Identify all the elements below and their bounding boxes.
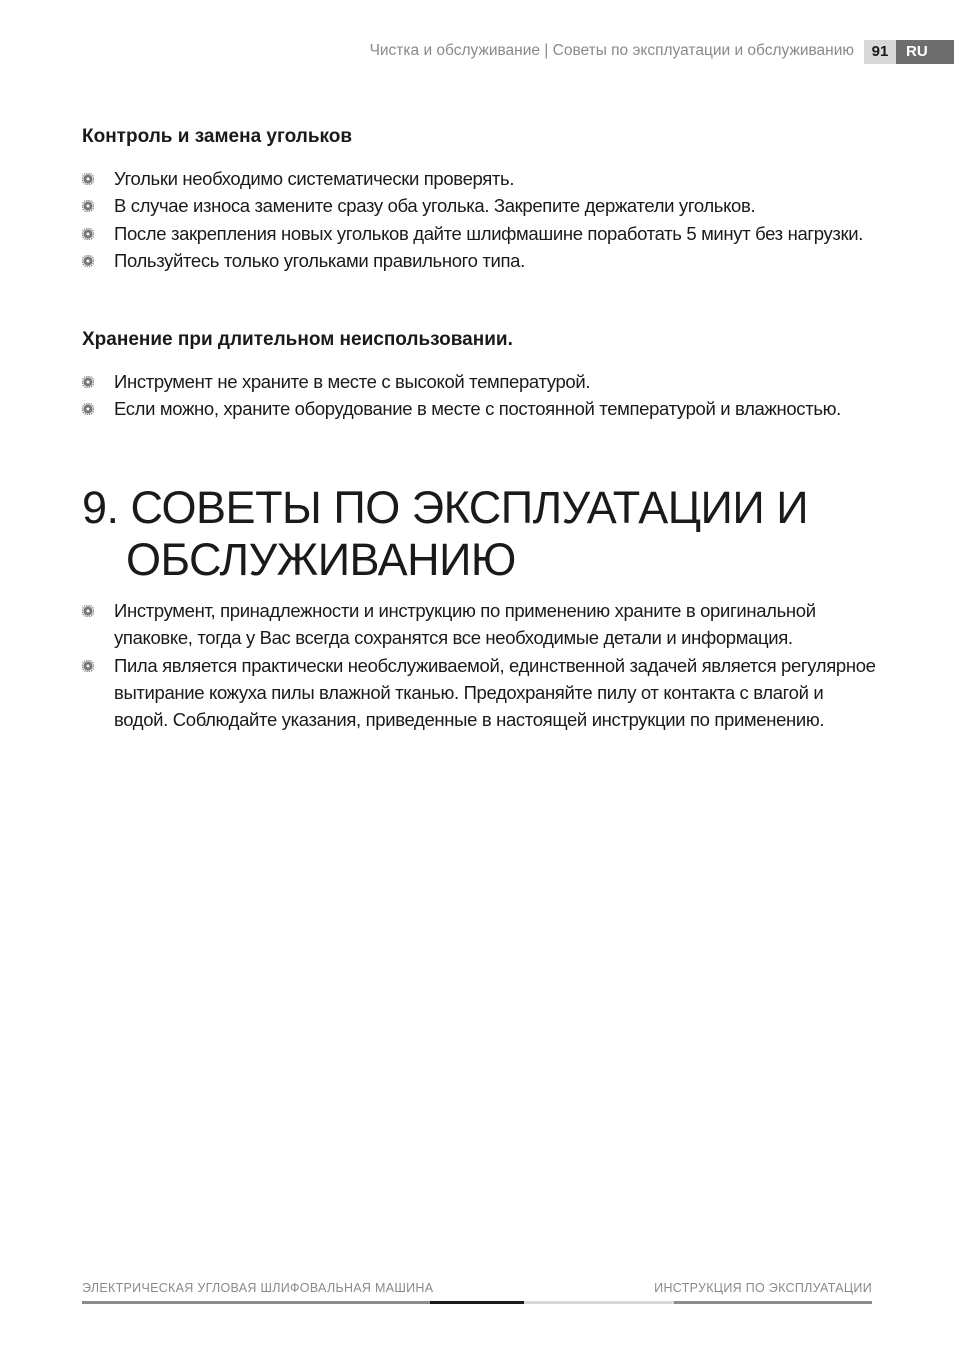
- list-item: Угольки необходимо систематически проверять.: [82, 165, 882, 192]
- footer-bar-dark: [430, 1301, 524, 1304]
- gear-bullet-icon: [82, 605, 94, 617]
- gear-bullet-icon: [82, 228, 94, 240]
- brushes-list: [82, 165, 882, 274]
- storage-list: [82, 368, 882, 423]
- section-heading-storage: Хранение при длительном неиспользовании.: [82, 329, 513, 350]
- chapter-title-line1: 9. СОВЕТЫ ПО ЭКСПЛУАТАЦИИ И: [82, 482, 809, 533]
- list-item: Инструмент не храните в месте с высокой температурой.: [82, 368, 882, 395]
- running-header: Чистка и обслуживание | Советы по эксплуатации и обслуживанию: [369, 42, 854, 59]
- maintenance-tips-list: [82, 597, 882, 733]
- footer-bar-light: [524, 1301, 674, 1304]
- list-item: Если можно, храните оборудование в месте с постоянной температурой и влажностью.: [82, 395, 882, 422]
- gear-bullet-icon: [82, 173, 94, 185]
- chapter-title: [82, 482, 902, 586]
- list-item: Инструмент, принадлежности и инструкцию по применению храните в оригинальной упаковке, тогда у Вас всегда сохранятся все необходимые детали и информация.: [82, 597, 882, 652]
- gear-bullet-icon: [82, 255, 94, 267]
- gear-bullet-icon: [82, 376, 94, 388]
- section-heading-brushes: Контроль и замена угольков: [82, 126, 353, 147]
- list-item: В случае износа замените сразу оба уголька. Закрепите держатели угольков.: [82, 192, 882, 219]
- language-badge: RU: [896, 40, 954, 64]
- footer-product-name: ЭЛЕКТРИЧЕСКАЯ УГЛОВАЯ ШЛИФОВАЛЬНАЯ МАШИНА: [82, 1281, 434, 1295]
- gear-bullet-icon: [82, 660, 94, 672]
- page-number: 91: [864, 40, 896, 64]
- gear-bullet-icon: [82, 403, 94, 415]
- list-item: Пользуйтесь только угольками правильного типа.: [82, 247, 882, 274]
- chapter-title-line2: ОБСЛУЖИВАНИЮ: [126, 534, 516, 585]
- footer-bar-gray-right: [674, 1301, 872, 1304]
- footer-bar-gray: [82, 1301, 430, 1304]
- gear-bullet-icon: [82, 200, 94, 212]
- footer-manual-label: ИНСТРУКЦИЯ ПО ЭКСПЛУАТАЦИИ: [654, 1281, 872, 1295]
- list-item: Пила является практически необслуживаемой, единственной задачей является регулярное вытирание кожуха пилы влажной тканью. Предохраняйте пилу от контакта с влагой и водой. Соблюдайте указания, приведенные в настоящей инструкции по применению.: [82, 652, 882, 734]
- list-item: После закрепления новых угольков дайте шлифмашине поработать 5 минут без нагрузки.: [82, 220, 882, 247]
